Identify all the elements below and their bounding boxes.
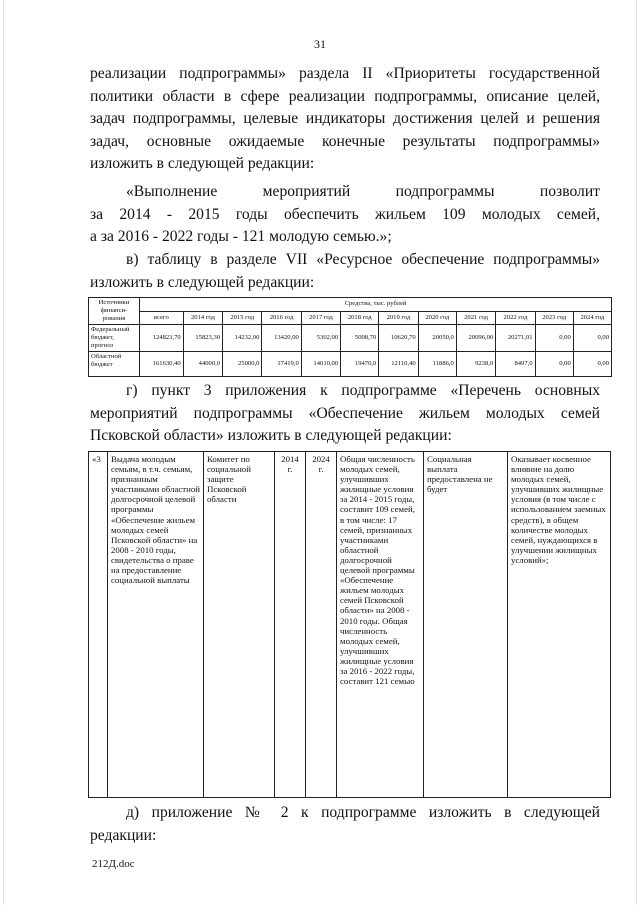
value-cell: 10620,70 [379, 325, 418, 352]
group-header: Средства, тыс. рублей [140, 298, 612, 312]
impact-cell: Оказывает косвенное влияние на долю молодых семей, улучшивших жилищные условия (в том числе с использованием заемных средств), в общем количестве молодых семей, нуждающихся в улучшении жилищных условий»; [508, 452, 611, 798]
value-cell: 12110,40 [379, 352, 418, 377]
item-number: «3 [89, 452, 108, 798]
value-cell: 8497,0 [496, 352, 535, 377]
text-line: изложить в следующей редакции: [90, 273, 315, 291]
table-row [89, 352, 612, 377]
text-line: а за 2016 - 2022 годы - 121 молодую семью.»; [90, 228, 392, 245]
value-cell: 13420,00 [262, 325, 301, 352]
value-cell: 0,00 [573, 352, 611, 377]
page-number: 31 [314, 37, 326, 51]
text-line: редакции: [90, 826, 157, 844]
value-cell: 14010,00 [301, 352, 340, 377]
value-cell: 20271,01 [496, 325, 535, 352]
value-cell: 19470,0 [341, 352, 379, 377]
column-header: 2019 год [379, 311, 418, 325]
column-header: 2015 год [223, 311, 262, 325]
text-line: изложить в следующей редакции: [90, 155, 315, 172]
table-row [89, 325, 612, 352]
finance-table-year-row [89, 311, 612, 325]
value-cell: 20050,0 [418, 325, 456, 352]
value-cell: 15823,30 [183, 325, 222, 352]
column-header: 2024 год [573, 311, 611, 325]
consequence-cell: Социальная выплата предоставлена не будет [424, 452, 508, 798]
source-header: Источники финанси-рования [89, 298, 140, 325]
text-line: за 2014 - 2015 годы обеспечить жильем 109 молодых семей, [90, 205, 600, 223]
text-line: задач подпрограммы, целевые индикаторы достижения целей и решения [90, 110, 600, 127]
column-header: 2022 год [496, 311, 535, 325]
value-cell: 161630,40 [140, 352, 184, 377]
text-line: в) таблицу в разделе VII «Ресурсное обеспечение подпрограммы» [126, 251, 600, 268]
value-cell: 9238,0 [456, 352, 495, 377]
paragraph-2 [90, 181, 600, 249]
text-line: д) приложение № 2 к подпрограмме изложить в следующей [126, 804, 600, 821]
result-cell: Общая численность молодых семей, улучшивших жилищные условия за 2014 - 2015 годы, составит 109 семей, в том числе: 17 семей, признанных участниками областной долгосрочной целевой программы «Обеспечение жильем молодых семей Псковской области» на 2008 - 2010 годы. Общая численность молодых семей, улучшивших жилищные условия за 2016 - 2022 годы, составит 121 семью [337, 452, 424, 798]
finance-table-header-row [89, 298, 612, 312]
scan-edge-right [636, 0, 637, 905]
measures-table [88, 451, 611, 798]
source-cell: Областной бюджет [89, 352, 140, 377]
finance-table [88, 297, 612, 377]
value-cell: 5008,70 [341, 325, 379, 352]
measure-cell: Выдача молодым семьям, в т.ч. семьям, признанным участниками областной долгосрочной целевой программы «Обеспечение жильем молодых семей Псковской области» на 2008 - 2010 годы, свидетельства о праве на предоставление социальной выплаты [108, 452, 204, 798]
value-cell: 20096,00 [456, 325, 495, 352]
footer-filename: 212Д.doc [92, 858, 135, 870]
text-line: Псковской области» изложить в следующей редакции: [90, 427, 452, 444]
column-header: 2020 год [418, 311, 456, 325]
column-header: 2021 год [456, 311, 495, 325]
column-header: 2016 год [262, 311, 301, 325]
value-cell: 44000,0 [183, 352, 222, 377]
value-cell: 0,00 [535, 352, 573, 377]
year-end-cell: 2024 г. [306, 452, 337, 798]
text-line: мероприятий подпрограммы «Обеспечение жильем молодых семей [90, 404, 600, 422]
value-cell: 5302,00 [301, 325, 340, 352]
paragraph-1 [90, 63, 600, 176]
paragraph-5 [90, 802, 600, 847]
value-cell: 14232,00 [223, 325, 262, 352]
executor-cell: Комитет по социальной защите Псковской области [204, 452, 275, 798]
column-header: 2023 год [535, 311, 573, 325]
paragraph-4 [90, 380, 600, 448]
value-cell: 17419,0 [262, 352, 301, 377]
value-cell: 0,00 [573, 325, 611, 352]
column-header: 2014 год [183, 311, 222, 325]
text-line: задач, основные ожидаемые конечные результаты подпрограммы» [90, 132, 600, 150]
value-cell: 124823,70 [140, 325, 184, 352]
column-header: всего [140, 311, 184, 325]
value-cell: 11886,0 [418, 352, 456, 377]
text-line: политики области в сфере реализации подпрограммы, описание целей, [90, 87, 600, 105]
source-cell: Федеральный бюджет, прогноз [89, 325, 140, 352]
table-row [89, 452, 611, 798]
text-line: «Выполнение мероприятий подпрограммы позволит [126, 183, 600, 200]
column-header: 2017 год [301, 311, 340, 325]
text-line: г) пункт 3 приложения к подпрограмме «Перечень основных [126, 382, 600, 399]
paragraph-3 [90, 249, 600, 294]
scan-edge-left [3, 0, 4, 905]
column-header: 2018 год [341, 311, 379, 325]
text-line: реализации подпрограммы» раздела II «Приоритеты государственной [90, 65, 600, 82]
year-start-cell: 2014 г. [275, 452, 306, 798]
value-cell: 0,00 [535, 325, 573, 352]
value-cell: 25000,0 [223, 352, 262, 377]
